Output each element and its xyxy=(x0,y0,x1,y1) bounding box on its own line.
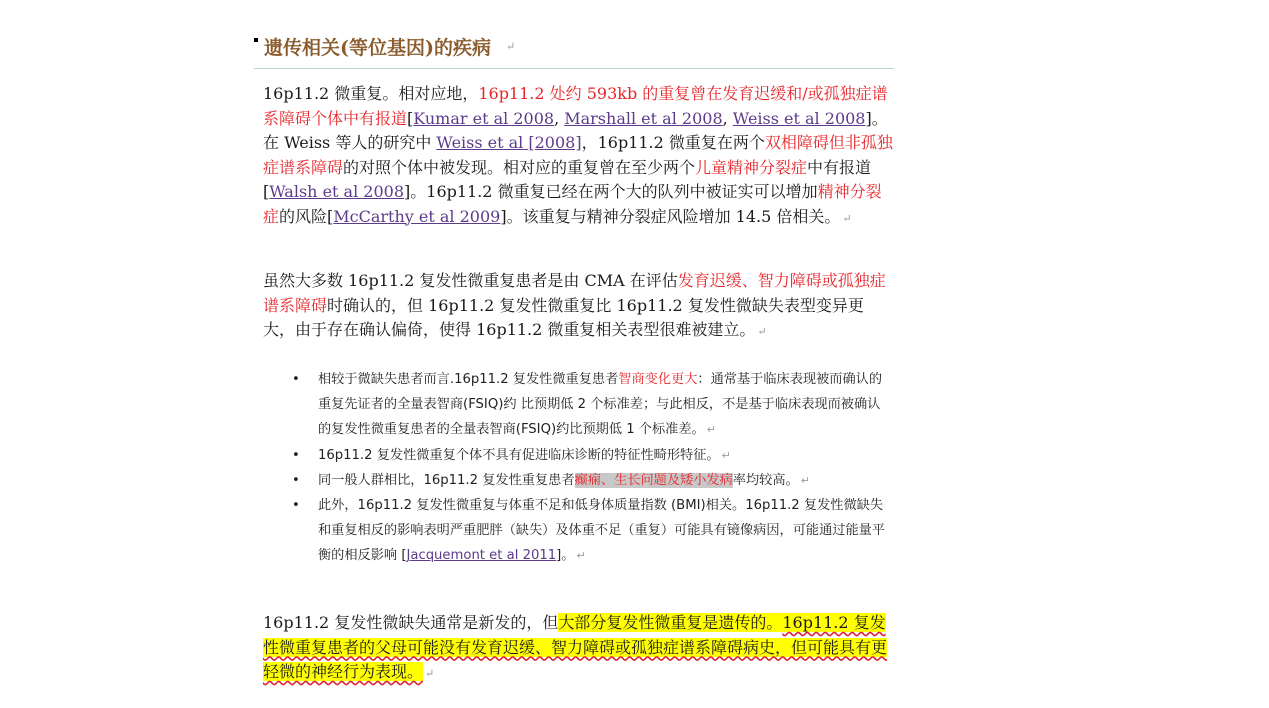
text-run: 此外，16p11.2 复发性微重复与体重不足和低身体质量指数 (BMI)相关。16p11.2 复发性微缺失和重复相反的影响表明严重肥胖（缺失）及体重不足（重复）可能具有镜像病因，可能通过能量平衡的相反影响 [ xyxy=(318,498,886,564)
citation-link[interactable]: Kumar et al 2008 xyxy=(413,108,555,128)
paragraph-mark-icon: ↵ xyxy=(506,40,516,53)
text-run: , xyxy=(554,108,565,128)
text-run: ]。该重复与精神分裂症风险增加 14.5 倍相关。 xyxy=(500,206,841,226)
text-run: ]。16p11.2 微重复已经在两个大的队列中被证实可以增加 xyxy=(404,182,818,201)
heading-marker-icon xyxy=(254,38,258,42)
bullet-list xyxy=(292,367,892,569)
list-item xyxy=(292,493,892,569)
bullet-icon: • xyxy=(292,498,300,514)
text-run: 的对照个体中被发现。相对应的重复曾在至少两个 xyxy=(343,157,696,177)
highlighted-text-run: 16p11.2 复发性微重复患者的父母可能没有发育迟缓、智力障碍或孤独症谱系障碍病史，但可能具有更轻微的神经行为表现。 xyxy=(263,613,888,681)
list-item xyxy=(292,367,892,443)
list-item xyxy=(292,468,892,493)
citation-link[interactable]: Jacquemont et al 2011 xyxy=(406,548,557,564)
bullet-icon: • xyxy=(292,472,300,488)
red-text-run: 16p11.2 处约 593kb 的重复曾在发育迟缓和/或孤独症谱系障碍个体中有报道 xyxy=(263,84,888,128)
paragraph-microduplication xyxy=(263,82,895,231)
red-text-run: 儿童精神分裂症 xyxy=(695,157,808,177)
red-text-run: 发育迟缓、智力障碍或孤独症谱系障碍 xyxy=(263,271,886,315)
paragraph-mark-icon: ↵ xyxy=(706,423,716,437)
paragraph-mark-icon: ↵ xyxy=(842,211,852,225)
text-run: 相较于微缺失患者而言.16p11.2 复发性微重复患者 xyxy=(318,372,619,387)
text-run: ]。在 Weiss 等人的研究中 xyxy=(263,108,888,152)
list-item xyxy=(292,443,892,468)
paragraph-mark-icon: ↵ xyxy=(757,325,767,338)
red-text-run: 双相障碍但非孤独症谱系障碍 xyxy=(263,133,893,177)
section-heading: 遗传相关(等位基因)的疾病 xyxy=(264,37,491,59)
text-run: ]。 xyxy=(556,548,575,564)
highlighted-text-run: 癫痫、生长问题及矮小发病 xyxy=(574,472,733,488)
bullet-icon: • xyxy=(292,372,300,387)
citation-link[interactable]: Weiss et al [2008] xyxy=(436,133,582,152)
text-run: [ xyxy=(407,108,414,128)
section-heading-row xyxy=(254,30,894,69)
text-run: 率均较高。 xyxy=(732,472,799,488)
text-run: 16p11.2 微重复。相对应地， xyxy=(263,84,479,103)
text-run: 16p11.2 复发性微重复个体不具有促进临床诊断的特征性畸形特征。 xyxy=(318,447,720,463)
citation-link[interactable]: Walsh et al 2008 xyxy=(269,182,405,201)
citation-link[interactable]: Marshall et al 2008 xyxy=(564,108,723,128)
text-run: 同一般人群相比，16p11.2 复发性重复患者 xyxy=(318,472,575,488)
text-run: 虽然大多数 16p11.2 复发性微重复患者是由 CMA 在评估 xyxy=(263,271,678,290)
paragraph-phenotype-variability xyxy=(263,269,895,345)
text-run: , xyxy=(722,108,733,128)
red-text-run: 精神分裂症 xyxy=(263,182,882,226)
paragraph-mark-icon: ↵ xyxy=(425,667,435,680)
paragraph-mark-icon: ↵ xyxy=(721,448,731,462)
bullet-icon: • xyxy=(292,447,300,463)
text-run: ，16p11.2 微重复在两个 xyxy=(581,133,765,152)
citation-link[interactable]: Weiss et al 2008 xyxy=(732,108,866,128)
text-run: 16p11.2 复发性微缺失通常是新发的，但 xyxy=(263,613,559,632)
text-run: ：通常基于临床表现被而确认的重复先证者的全量表智商(FSIQ)约 比预期低 2 个标准差；与此相反，不是基于临床表现而被确认的复发性微重复患者的全量表智商(FSIQ)约比预期低 1 个标准差。 xyxy=(318,372,883,438)
red-text-run: 智商变化更大 xyxy=(618,372,698,387)
text-run: 中有报道 [ xyxy=(263,157,872,201)
paragraph-mark-icon: ↵ xyxy=(576,549,586,563)
citation-link[interactable]: McCarthy et al 2009 xyxy=(333,206,501,226)
text-run: 时确认的，但 16p11.2 复发性微重复比 16p11.2 复发性微缺失表型变异更大，由于存在确认偏倚，使得 16p11.2 微重复相关表型很难被建立。 xyxy=(263,295,864,339)
paragraph-inheritance xyxy=(263,611,895,687)
highlighted-text-run: 大部分复发性微重复是遗传的。 xyxy=(558,613,783,632)
paragraph-mark-icon: ↵ xyxy=(800,473,810,487)
text-run: 的风险[ xyxy=(279,206,334,226)
